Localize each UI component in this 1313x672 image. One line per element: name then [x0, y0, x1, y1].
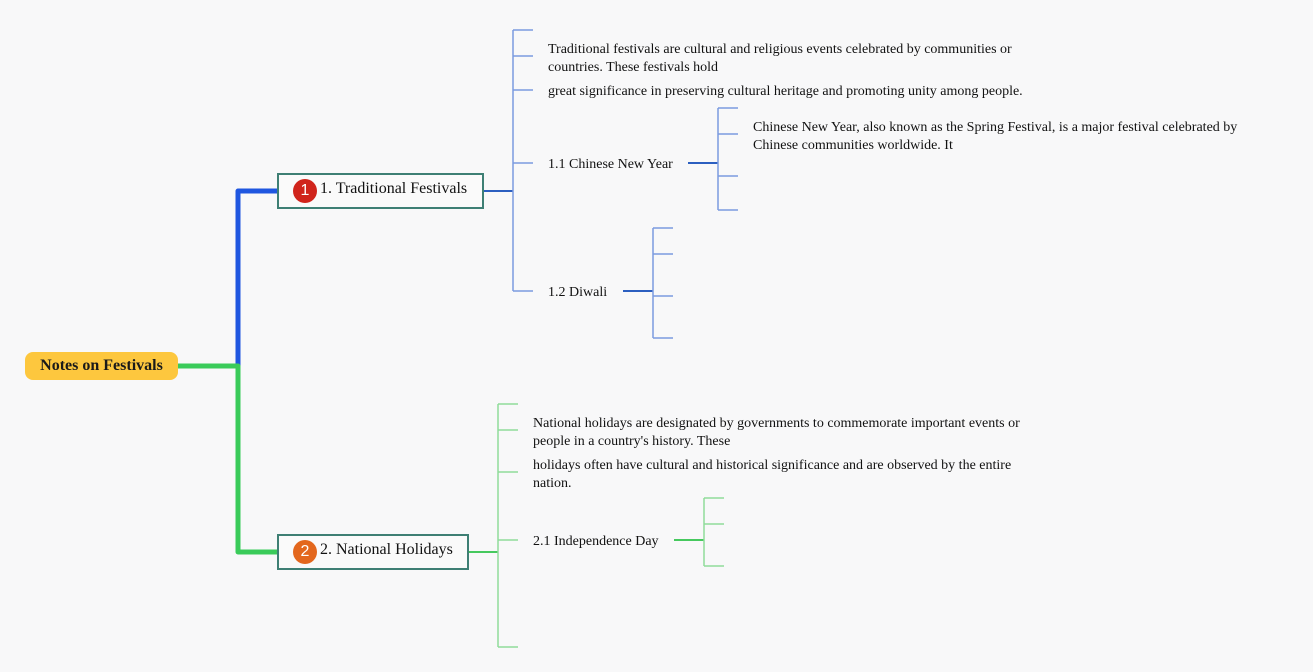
- topic-label: 1. Traditional Festivals: [320, 180, 468, 197]
- note-traditional-significance[interactable]: great significance in preserving cultural heritage and promoting unity among people.: [548, 84, 1023, 99]
- topic-traditional-festivals[interactable]: [277, 173, 484, 209]
- note-chinese-new-year[interactable]: Chinese New Year, also known as the Spring Festival, is a major festival celebrated by Chinese communities worldwide. It: [753, 120, 1238, 153]
- note-national-intro[interactable]: National holidays are designated by governments to commemorate important events or people in a country's history. These: [533, 416, 1020, 449]
- root-topic[interactable]: [25, 352, 178, 380]
- branch-line-national: [178, 366, 279, 552]
- subtopic-chinese-new-year[interactable]: 1.1 Chinese New Year: [548, 157, 673, 172]
- subtopic-independence-day[interactable]: 2.1 Independence Day: [533, 534, 659, 549]
- topic-national-holidays[interactable]: [277, 534, 469, 570]
- priority-2-icon: 2: [293, 540, 317, 564]
- subtopic-diwali[interactable]: 1.2 Diwali: [548, 285, 608, 300]
- branch-line-traditional: [178, 191, 279, 366]
- priority-1-icon: 1: [293, 179, 317, 203]
- note-traditional-intro[interactable]: Traditional festivals are cultural and religious events celebrated by communities or countries. These festivals hold: [548, 42, 1012, 75]
- note-national-significance[interactable]: holidays often have cultural and historical significance and are observed by the entire nation.: [533, 458, 1012, 491]
- topic-label: 2. National Holidays: [320, 541, 453, 558]
- root-topic-label: Notes on Festivals: [40, 357, 163, 374]
